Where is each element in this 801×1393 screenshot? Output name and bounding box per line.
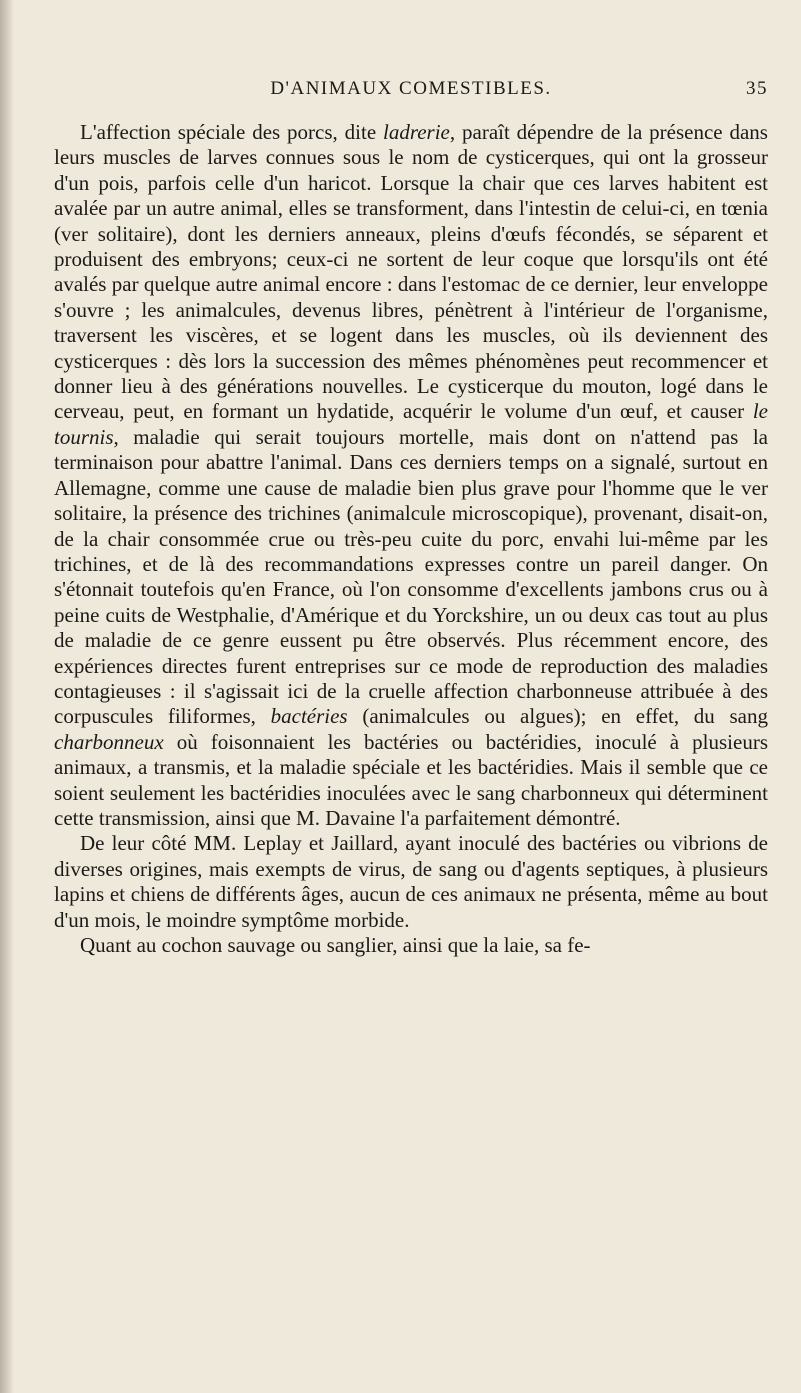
- text-run: De leur côté MM. Leplay et Jaillard, ayant inoculé des bactéries ou vibrions de diverses origines, mais exempts de virus, de sang ou d'agents septiques, à plusieurs lapins et chiens de différents âges, aucun de ces animaux ne présenta, même au bout d'un mois, le moindre symptôme morbide.: [54, 831, 768, 932]
- paragraph: [54, 831, 768, 933]
- page-gutter-shadow: [0, 0, 14, 1393]
- text-run: (animalcules ou algues); en effet, du sang: [347, 704, 768, 729]
- running-header: [54, 78, 768, 108]
- running-title: D'ANIMAUX COMESTIBLES.: [270, 78, 552, 99]
- italic-term: le tournis: [54, 399, 768, 449]
- italic-term: bactéries: [270, 704, 348, 729]
- text-run: où foisonnaient les bactéries ou bactéridies, inoculé à plusieurs animaux, a transmis, et la maladie spéciale et les bactéridies. Mais il semble que ce soient seulement les bactéridies inoculées avec le sang charbonneux qui déterminent cette transmission, ainsi que M. Davaine l'a parfaitement démontré.: [54, 729, 768, 830]
- text-run: , maladie qui serait toujours mortelle, mais dont on n'attend pas la terminaison pour abattre l'animal. Dans ces derniers temps on a signalé, surtout en Allemagne, comme une cause de maladie bien plus grave pour l'homme que le ver solitaire, la présence des trichines (animalcule microscopique), provenant, disait-on, de la chair consommée crue ou très-peu cuite du porc, envahi lui-même par les trichines, et de là des recommandations expresses contre un pareil danger. On s'étonnait toutefois qu'en France, où l'on consomme d'excellents jambons crus ou à peine cuits de Westphalie, d'Amérique et du Yorckshire, un ou deux cas tout au plus de maladie de ce genre eussent pu être observés. Plus récemment encore, des expériences directes furent entreprises sur ce mode de reproduction des maladies contagieuses : il s'agissait ici de la cruelle affection charbonneuse attribuée à des corpuscules filiformes,: [54, 424, 768, 729]
- body-text: [54, 120, 768, 958]
- paragraph: [54, 933, 768, 958]
- book-page: [54, 78, 768, 958]
- text-run: , paraît dépendre de la présence dans leurs muscles de larves connues sous le nom de cysticerques, qui ont la grosseur d'un pois, parfois celle d'un haricot. Lorsque la chair que ces larves habitent est avalée par un autre animal, elles se transforment, dans l'intestin de celui-ci, en tœnia (ver solitaire), dont les derniers anneaux, pleins d'œufs fécondés, se séparent et produisent des embryons; ceux-ci ne sortent de leur coque que lorsqu'ils ont été avalés par quelque autre animal encore : dans l'estomac de ce dernier, leur enveloppe s'ouvre ; les animalcules, devenus libres, pénètrent à l'intérieur de l'organisme, traversent les viscères, et se logent dans les muscles, où ils deviennent des cysticerques : dès lors la succession des mêmes phénomènes peut recommencer et donner lieu à des générations nouvelles. Le cysticerque du mouton, logé dans le cerveau, peut, en formant un hydatide, acquérir le volume d'un œuf, et causer: [54, 120, 768, 424]
- text-run: L'affection spéciale des porcs, dite: [80, 120, 383, 144]
- italic-term: ladrerie: [383, 120, 450, 144]
- italic-term: charbonneux: [54, 729, 164, 754]
- text-run: Quant au cochon sauvage ou sanglier, ainsi que la laie, sa fe-: [80, 933, 591, 957]
- paragraph: [54, 120, 768, 831]
- page-number: 35: [746, 78, 768, 99]
